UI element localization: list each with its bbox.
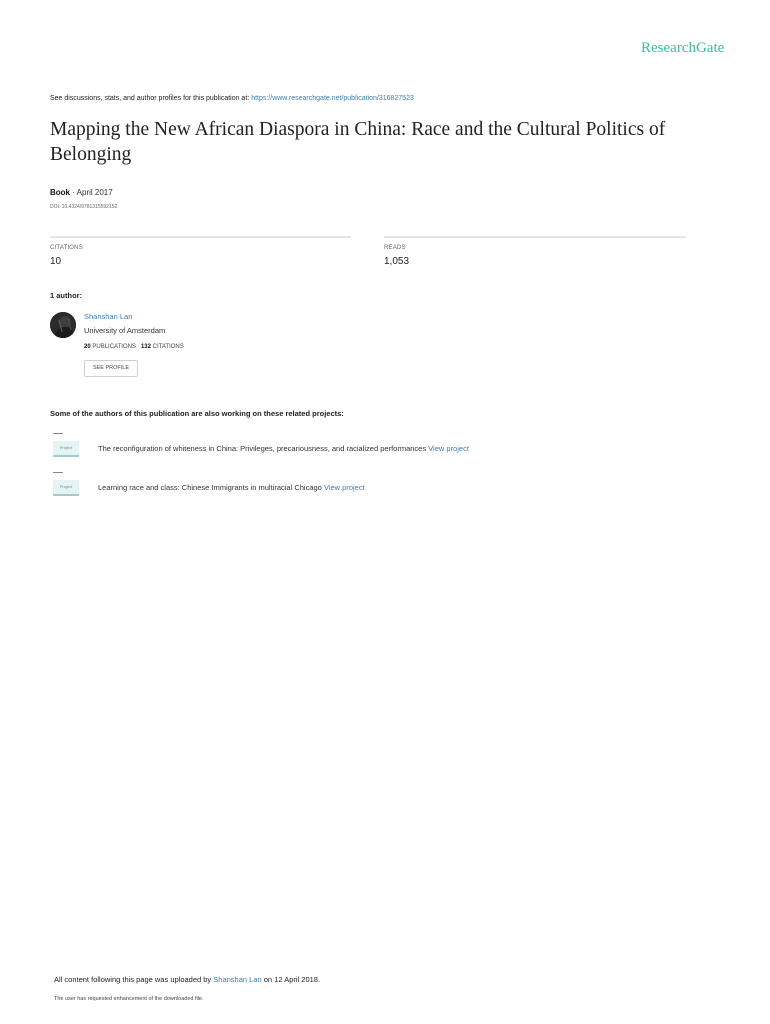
author-publications-label: PUBLICATIONS	[92, 344, 136, 350]
view-project-link[interactable]: View project	[428, 444, 469, 453]
upload-suffix: on 12 April 2018.	[263, 975, 321, 984]
project-icon-topline	[53, 433, 63, 434]
projects-heading: Some of the authors of this publication are also working on these related projects:	[50, 409, 344, 418]
upload-prefix: All content following this page was uploaded by	[54, 975, 212, 984]
view-project-link[interactable]: View project	[323, 483, 365, 492]
upload-notice	[54, 975, 320, 984]
reads-value: 1,053	[384, 256, 410, 267]
project-icon-topline	[53, 472, 63, 473]
author-publications-count: 20	[84, 344, 91, 350]
project-item	[98, 483, 365, 492]
publication-url-link[interactable]: https://www.researchgate.net/publication/316827523	[251, 95, 414, 102]
author-avatar[interactable]	[50, 312, 76, 338]
authors-heading: 1 author:	[50, 291, 83, 300]
enhancement-note: The user has requested enhancement of the downloaded file.	[54, 996, 204, 1002]
avatar-image	[50, 312, 76, 338]
publication-type-date	[50, 188, 113, 197]
project-item	[98, 444, 469, 453]
see-profile-button[interactable]: SEE PROFILE	[84, 360, 138, 377]
publication-title: Mapping the New African Diaspora in China: Race and the Cultural Politics of Belonging	[50, 119, 666, 165]
uploader-link[interactable]: Shanshan Lan	[213, 975, 262, 984]
publication-type: Book	[50, 188, 70, 197]
publication-doi: DOI: 10.4324/9781315592152	[50, 204, 118, 210]
author-stats	[84, 344, 184, 350]
project-icon: Project	[53, 480, 79, 496]
project-icon: Project	[53, 441, 79, 457]
researchgate-logo[interactable]: ResearchGate	[641, 40, 725, 56]
citations-value: 10	[50, 256, 62, 267]
citations-divider	[50, 236, 351, 238]
author-name-link[interactable]: Shanshan Lan	[84, 312, 133, 321]
author-citations-label: CITATIONS	[152, 344, 184, 350]
discussion-line	[50, 95, 414, 102]
reads-label: READS	[384, 245, 406, 251]
project-title: Learning race and class: Chinese Immigrants in multiracial Chicago	[98, 483, 322, 492]
reads-divider	[384, 236, 686, 238]
discussion-prefix: See discussions, stats, and author profiles for this publication at:	[50, 95, 250, 102]
author-citations-count: 132	[140, 344, 151, 350]
author-institution: University of Amsterdam	[84, 326, 166, 335]
publication-date: · April 2017	[72, 188, 113, 197]
project-title: The reconfiguration of whiteness in China: Privileges, precariousness, and racialized performances	[98, 444, 427, 453]
citations-label: CITATIONS	[50, 245, 83, 251]
